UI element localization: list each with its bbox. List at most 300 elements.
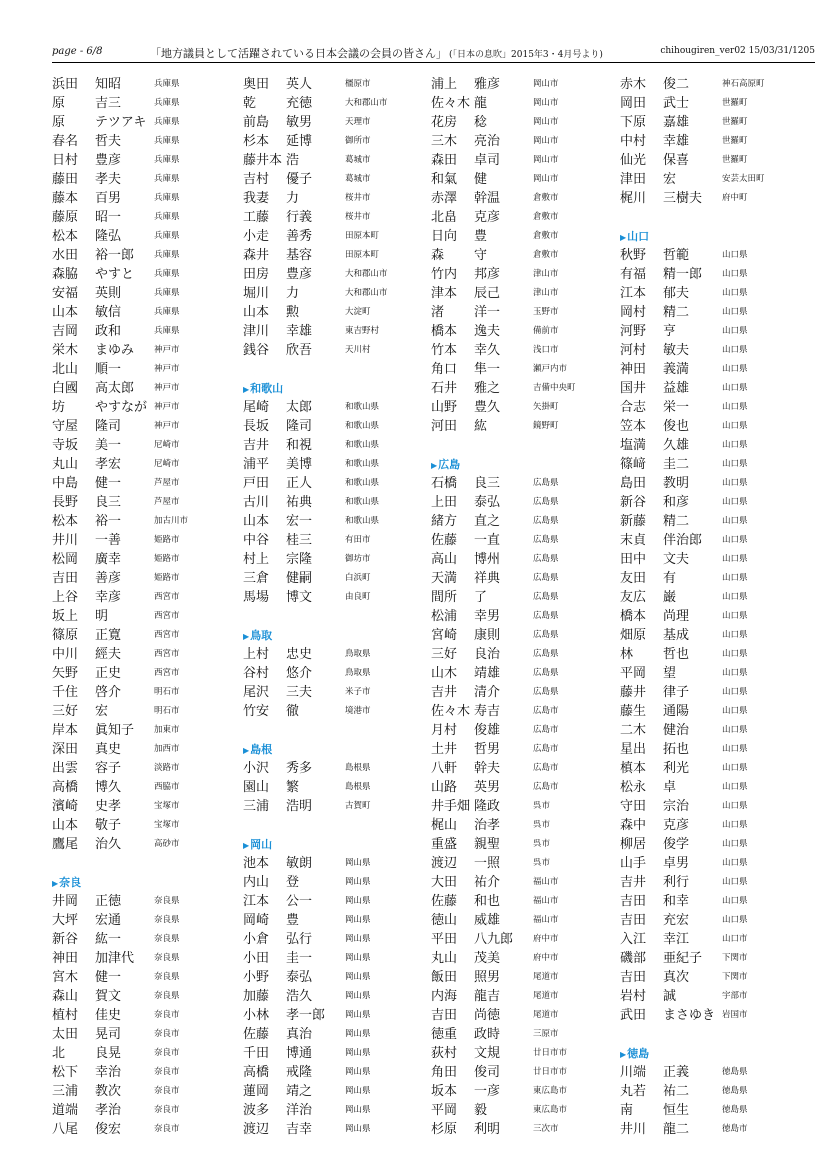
member-given-name: 直之 (474, 514, 501, 529)
member-surname: 戸田 (243, 476, 270, 491)
member-surname: 佐々木 (431, 96, 471, 111)
member-surname: 吉田 (431, 1008, 458, 1023)
member-locality: 西宮市 (154, 611, 180, 621)
member-given-name: 真史 (95, 742, 122, 757)
member-surname: 河村 (620, 343, 647, 358)
member-surname: 佐藤 (431, 894, 458, 909)
member-given-name: 浩 (286, 153, 300, 168)
member-surname: 上谷 (52, 590, 79, 605)
title-source: (「日本の息吹」2015年3・4月号より) (449, 50, 603, 60)
member-locality: 徳島市 (722, 1124, 748, 1134)
member-given-name: 豊久 (474, 400, 501, 415)
member-surname: 津田 (620, 172, 647, 187)
member-surname: 原 (52, 115, 66, 130)
member-locality: 兵庫県 (154, 155, 180, 165)
member-given-name: 浩明 (286, 799, 313, 814)
member-locality: 広島市 (533, 763, 559, 773)
member-given-name: 太郎 (286, 400, 313, 415)
member-locality: 津山市 (533, 269, 559, 279)
member-surname: 森中 (620, 818, 647, 833)
member-locality: 島根県 (345, 763, 371, 773)
member-locality: 島根県 (345, 782, 371, 792)
member-given-name: 優子 (286, 172, 313, 187)
member-locality: 山口県 (722, 573, 748, 583)
member-surname: 渡辺 (243, 1122, 270, 1137)
member-surname: 月村 (431, 723, 458, 738)
member-given-name: 充徳 (286, 96, 313, 111)
member-given-name: 幹夫 (474, 761, 501, 776)
member-locality: 山口県 (722, 364, 748, 374)
member-locality: 岡山県 (345, 1105, 371, 1115)
section-heading-label: ▶ 徳島 (620, 1044, 649, 1064)
member-surname: 上村 (243, 647, 270, 662)
member-locality: 兵庫県 (154, 269, 180, 279)
member-given-name: 高太郎 (95, 381, 135, 396)
member-locality: 広島県 (533, 668, 559, 678)
member-surname: 星出 (620, 742, 647, 757)
member-locality: 奈良市 (154, 1124, 180, 1134)
member-surname: 磯部 (620, 951, 647, 966)
member-locality: 山口県 (722, 725, 748, 735)
member-given-name: 祐二 (663, 1084, 690, 1099)
member-given-name: 誠 (663, 989, 677, 1004)
member-locality: 備前市 (533, 326, 559, 336)
member-surname: 梶山 (431, 818, 458, 833)
member-surname: 植村 (52, 1008, 79, 1023)
member-given-name: 正寛 (95, 628, 122, 643)
member-locality: 岡山市 (533, 117, 559, 127)
member-locality: 由良町 (345, 592, 371, 602)
member-locality: 岡山県 (345, 877, 371, 887)
member-surname: 神田 (52, 951, 79, 966)
member-given-name: 勲 (286, 305, 300, 320)
member-given-name: 亮治 (474, 134, 501, 149)
member-locality: 御所市 (345, 136, 371, 146)
member-surname: 出雲 (52, 761, 79, 776)
member-given-name: 邦彦 (474, 267, 501, 282)
member-given-name: 幸彦 (95, 590, 122, 605)
member-given-name: 文夫 (663, 552, 690, 567)
member-given-name: 寿吉 (474, 704, 501, 719)
member-locality: 山口県 (722, 744, 748, 754)
member-locality: 世羅町 (722, 155, 748, 165)
member-surname: 竹内 (431, 267, 458, 282)
page-title (150, 45, 603, 61)
member-given-name: 忠史 (286, 647, 313, 662)
member-locality: 兵庫県 (154, 174, 180, 184)
member-given-name: 戒隆 (286, 1065, 313, 1080)
member-surname: 浦平 (243, 457, 270, 472)
member-surname: 波多 (243, 1103, 270, 1118)
member-locality: 尼崎市 (154, 459, 180, 469)
member-surname: 新藤 (620, 514, 647, 529)
member-given-name: 基成 (663, 628, 690, 643)
member-locality: 安芸太田町 (722, 174, 765, 184)
member-given-name: 和彦 (663, 495, 690, 510)
member-surname: 間所 (431, 590, 458, 605)
member-surname: 森山 (52, 989, 79, 1004)
member-locality: 岡山県 (345, 972, 371, 982)
member-given-name: 文規 (474, 1046, 501, 1061)
member-given-name: 博久 (95, 780, 122, 795)
member-given-name: 宏一 (286, 514, 313, 529)
member-locality: 府中市 (533, 953, 559, 963)
member-locality: 徳島県 (722, 1086, 748, 1096)
member-given-name: 美一 (95, 438, 122, 453)
member-locality: 山口県 (722, 820, 748, 830)
member-given-name: 孝治 (95, 1103, 122, 1118)
member-given-name: 正徳 (95, 894, 122, 909)
member-surname: 石井 (431, 381, 458, 396)
member-surname: 友田 (620, 571, 647, 586)
member-surname: 緒方 (431, 514, 458, 529)
section-heading-label: ▶ 和歌山 (243, 379, 283, 399)
member-surname: 内山 (243, 875, 270, 890)
member-given-name: 紘一 (95, 932, 122, 947)
member-locality: 奈良県 (154, 915, 180, 925)
member-locality: 御坊市 (345, 554, 371, 564)
member-given-name: 三夫 (286, 685, 313, 700)
member-surname: 合志 (620, 400, 647, 415)
member-given-name: 隆司 (95, 419, 122, 434)
member-given-name: 亨 (663, 324, 677, 339)
member-locality: 岡山県 (345, 858, 371, 868)
member-locality: 奈良市 (154, 1048, 180, 1058)
member-given-name: 和視 (286, 438, 313, 453)
member-given-name: 佳史 (95, 1008, 122, 1023)
member-locality: 和歌山県 (345, 421, 380, 431)
member-locality: 兵庫県 (154, 193, 180, 203)
member-locality: 広島県 (533, 516, 559, 526)
member-locality: 桜井市 (345, 193, 371, 203)
member-surname: 森脇 (52, 267, 79, 282)
member-given-name: 治孝 (474, 818, 501, 833)
member-locality: 山口県 (722, 345, 748, 355)
member-locality: 岡山市 (533, 136, 559, 146)
member-given-name: 茂美 (474, 951, 501, 966)
member-given-name: 圭一 (286, 951, 313, 966)
section-heading-label: ▶ 広島 (431, 455, 460, 475)
member-surname: 藤本 (52, 191, 79, 206)
member-locality: 岡山県 (345, 1086, 371, 1096)
member-surname: 山手 (620, 856, 647, 871)
member-given-name: 敏男 (286, 115, 313, 130)
member-locality: 山口県 (722, 497, 748, 507)
member-surname: 八軒 (431, 761, 458, 776)
member-given-name: 一照 (474, 856, 501, 871)
member-locality: 岡山県 (345, 1048, 371, 1058)
member-given-name: 隆弘 (95, 229, 122, 244)
member-given-name: 克彦 (663, 818, 690, 833)
member-surname: 河野 (620, 324, 647, 339)
member-given-name: 健治 (663, 723, 690, 738)
member-given-name: 良三 (474, 476, 501, 491)
member-given-name: 宏 (95, 704, 109, 719)
member-given-name: 幸雄 (663, 134, 690, 149)
member-given-name: 敬子 (95, 818, 122, 833)
member-given-name: 久雄 (663, 438, 690, 453)
member-surname: 笠本 (620, 419, 647, 434)
member-locality: 明石市 (154, 706, 180, 716)
member-surname: 栄木 (52, 343, 79, 358)
member-given-name: 真次 (663, 970, 690, 985)
member-surname: 堀川 (243, 286, 270, 301)
member-locality: 和歌山県 (345, 478, 380, 488)
member-locality: 下関市 (722, 953, 748, 963)
member-given-name: 龍吉 (474, 989, 501, 1004)
member-given-name: 宏通 (95, 913, 122, 928)
member-given-name: 容子 (95, 761, 122, 776)
member-given-name: 基容 (286, 248, 313, 263)
member-locality: 福山市 (533, 915, 559, 925)
member-given-name: 祐典 (286, 495, 313, 510)
member-surname: 平岡 (431, 1103, 458, 1118)
member-locality: 加古川市 (154, 516, 189, 526)
member-surname: 神田 (620, 362, 647, 377)
member-locality: 奈良市 (154, 1029, 180, 1039)
member-given-name: まゆみ (95, 343, 135, 358)
member-given-name: 經夫 (95, 647, 122, 662)
member-surname: 中川 (52, 647, 79, 662)
member-locality: 西宮市 (154, 649, 180, 659)
member-surname: 石橋 (431, 476, 458, 491)
member-locality: 西脇市 (154, 782, 180, 792)
member-surname: 山本 (52, 818, 79, 833)
member-locality: 山口県 (722, 288, 748, 298)
member-locality: 兵庫県 (154, 117, 180, 127)
member-surname: 深田 (52, 742, 79, 757)
member-locality: 山口県 (722, 592, 748, 602)
member-surname: 長坂 (243, 419, 270, 434)
member-locality: 山口県 (722, 383, 748, 393)
member-surname: 角口 (431, 362, 458, 377)
member-given-name: 哲夫 (95, 134, 122, 149)
member-surname: 梶川 (620, 191, 647, 206)
member-surname: 吉村 (243, 172, 270, 187)
member-given-name: 豊彦 (95, 153, 122, 168)
member-given-name: 英男 (474, 780, 501, 795)
member-given-name: 明 (95, 609, 109, 624)
member-given-name: 博州 (474, 552, 501, 567)
member-surname: 丸山 (52, 457, 79, 472)
member-locality: 山口県 (722, 535, 748, 545)
member-locality: 大淀町 (345, 307, 371, 317)
member-surname: 吉田 (620, 894, 647, 909)
member-locality: 神戸市 (154, 364, 180, 374)
member-surname: 藤井本 (243, 153, 283, 168)
member-locality: 山口県 (722, 801, 748, 811)
member-locality: 兵庫県 (154, 288, 180, 298)
member-given-name: 行義 (286, 210, 313, 225)
member-given-name: 俊雄 (474, 723, 501, 738)
member-locality: 広島県 (533, 592, 559, 602)
member-locality: 明石市 (154, 687, 180, 697)
member-given-name: 徹 (286, 704, 300, 719)
member-surname: 白國 (52, 381, 79, 396)
member-given-name: 敏信 (95, 305, 122, 320)
member-given-name: 幸江 (663, 932, 690, 947)
member-locality: 山口県 (722, 611, 748, 621)
member-locality: 広島県 (533, 649, 559, 659)
member-given-name: 正人 (286, 476, 313, 491)
member-locality: 兵庫県 (154, 212, 180, 222)
member-given-name: 卓男 (663, 856, 690, 871)
member-given-name: 利光 (663, 761, 690, 776)
member-given-name: 圭二 (663, 457, 690, 472)
member-locality: 津山市 (533, 288, 559, 298)
member-given-name: 靖之 (286, 1084, 313, 1099)
member-given-name: 哲範 (663, 248, 690, 263)
member-surname: 藤田 (52, 172, 79, 187)
member-locality: 鏡野町 (533, 421, 559, 431)
section-heading-label: ▶ 奈良 (52, 873, 81, 893)
member-given-name: 健一 (95, 476, 122, 491)
member-given-name: 充宏 (663, 913, 690, 928)
member-surname: 守屋 (52, 419, 79, 434)
member-surname: 田房 (243, 267, 270, 282)
member-given-name: 教明 (663, 476, 690, 491)
member-surname: 末貞 (620, 533, 647, 548)
member-surname: 赤木 (620, 77, 647, 92)
member-locality: 尼崎市 (154, 440, 180, 450)
member-locality: 神戸市 (154, 421, 180, 431)
member-surname: 尾沢 (243, 685, 270, 700)
member-surname: 井手畑 (431, 799, 471, 814)
member-given-name: 宗隆 (286, 552, 313, 567)
member-given-name: 一彦 (474, 1084, 501, 1099)
member-given-name: 孝宏 (95, 457, 122, 472)
member-given-name: 悠介 (286, 666, 313, 681)
member-given-name: まさゆき (663, 1008, 716, 1023)
member-surname: 武田 (620, 1008, 647, 1023)
member-surname: 高山 (431, 552, 458, 567)
member-locality: 奈良県 (154, 991, 180, 1001)
member-surname: 池本 (243, 856, 270, 871)
member-locality: 広島県 (533, 554, 559, 564)
member-given-name: 洋一 (474, 305, 501, 320)
member-given-name: 敏夫 (663, 343, 690, 358)
member-surname: 守田 (620, 799, 647, 814)
member-given-name: 知昭 (95, 77, 122, 92)
member-surname: 中島 (52, 476, 79, 491)
member-surname: 江本 (243, 894, 270, 909)
member-given-name: 晃司 (95, 1027, 122, 1042)
member-given-name: 恒生 (663, 1103, 690, 1118)
member-locality: 広島県 (533, 611, 559, 621)
member-locality: 府中町 (722, 193, 748, 203)
member-surname: 千田 (243, 1046, 270, 1061)
member-locality: 下関市 (722, 972, 748, 982)
member-surname: 村上 (243, 552, 270, 567)
member-locality: 田原本町 (345, 250, 380, 260)
member-given-name: 亜紀子 (663, 951, 703, 966)
member-surname: 花房 (431, 115, 458, 130)
member-surname: 園山 (243, 780, 270, 795)
member-surname: 小倉 (243, 932, 270, 947)
member-given-name: 正史 (95, 666, 122, 681)
member-given-name: 拓也 (663, 742, 690, 757)
member-surname: 島田 (620, 476, 647, 491)
member-surname: 平田 (431, 932, 458, 947)
member-locality: 大和郡山市 (345, 288, 388, 298)
member-surname: 山本 (52, 305, 79, 320)
member-given-name: 望 (663, 666, 677, 681)
member-surname: 八尾 (52, 1122, 79, 1137)
member-surname: 日向 (431, 229, 458, 244)
member-locality: 山口市 (722, 934, 748, 944)
member-locality: 天川村 (345, 345, 371, 355)
member-surname: 赤澤 (431, 191, 458, 206)
member-given-name: 卓司 (474, 153, 501, 168)
member-given-name: 美博 (286, 457, 313, 472)
member-given-name: 宏 (663, 172, 677, 187)
member-given-name: 孝一郎 (286, 1008, 326, 1023)
member-locality: 岡山市 (533, 174, 559, 184)
member-locality: 加西市 (154, 744, 180, 754)
member-surname: 井川 (52, 533, 79, 548)
member-surname: 前島 (243, 115, 270, 130)
member-surname: 岸本 (52, 723, 79, 738)
member-locality: 西宮市 (154, 630, 180, 640)
member-surname: 三浦 (243, 799, 270, 814)
member-locality: 兵庫県 (154, 307, 180, 317)
member-locality: 山口県 (722, 782, 748, 792)
member-surname: 橋本 (620, 609, 647, 624)
member-surname: 林 (620, 647, 634, 662)
member-given-name: 祥典 (474, 571, 501, 586)
member-given-name: 幸男 (474, 609, 501, 624)
member-surname: 宮崎 (431, 628, 458, 643)
member-surname: 坂本 (431, 1084, 458, 1099)
member-surname: 岡村 (620, 305, 647, 320)
member-given-name: 泰弘 (286, 970, 313, 985)
member-given-name: 一善 (95, 533, 122, 548)
member-given-name: 延博 (286, 134, 313, 149)
member-given-name: 祐介 (474, 875, 501, 890)
member-locality: 和歌山県 (345, 459, 380, 469)
member-given-name: 有 (663, 571, 677, 586)
member-locality: 大和郡山市 (345, 269, 388, 279)
member-surname: 水田 (52, 248, 79, 263)
member-surname: 谷村 (243, 666, 270, 681)
member-given-name: 力 (286, 286, 300, 301)
member-locality: 廿日市市 (533, 1067, 568, 1077)
member-locality: 奈良市 (154, 1010, 180, 1020)
member-surname: 三倉 (243, 571, 270, 586)
member-given-name: 力 (286, 191, 300, 206)
member-surname: 原 (52, 96, 66, 111)
member-locality: 山口県 (722, 839, 748, 849)
member-locality: 高砂市 (154, 839, 180, 849)
member-locality: 神戸市 (154, 345, 180, 355)
member-locality: 広島県 (533, 478, 559, 488)
member-locality: 和歌山県 (345, 497, 380, 507)
member-surname: 三好 (52, 704, 79, 719)
member-locality: 和歌山県 (345, 440, 380, 450)
member-surname: 柳居 (620, 837, 647, 852)
member-given-name: 尚徳 (474, 1008, 501, 1023)
member-locality: 山口県 (722, 326, 748, 336)
member-surname: 入江 (620, 932, 647, 947)
member-locality: 呉市 (533, 801, 551, 811)
member-locality: 西宮市 (154, 592, 180, 602)
member-locality: 倉敷市 (533, 231, 559, 241)
member-locality: 世羅町 (722, 136, 748, 146)
member-surname: 小沢 (243, 761, 270, 776)
member-surname: 濱崎 (52, 799, 79, 814)
member-locality: 岩国市 (722, 1010, 748, 1020)
version-stamp: chihougiren_ver02 15/03/31/1205 (660, 46, 815, 56)
